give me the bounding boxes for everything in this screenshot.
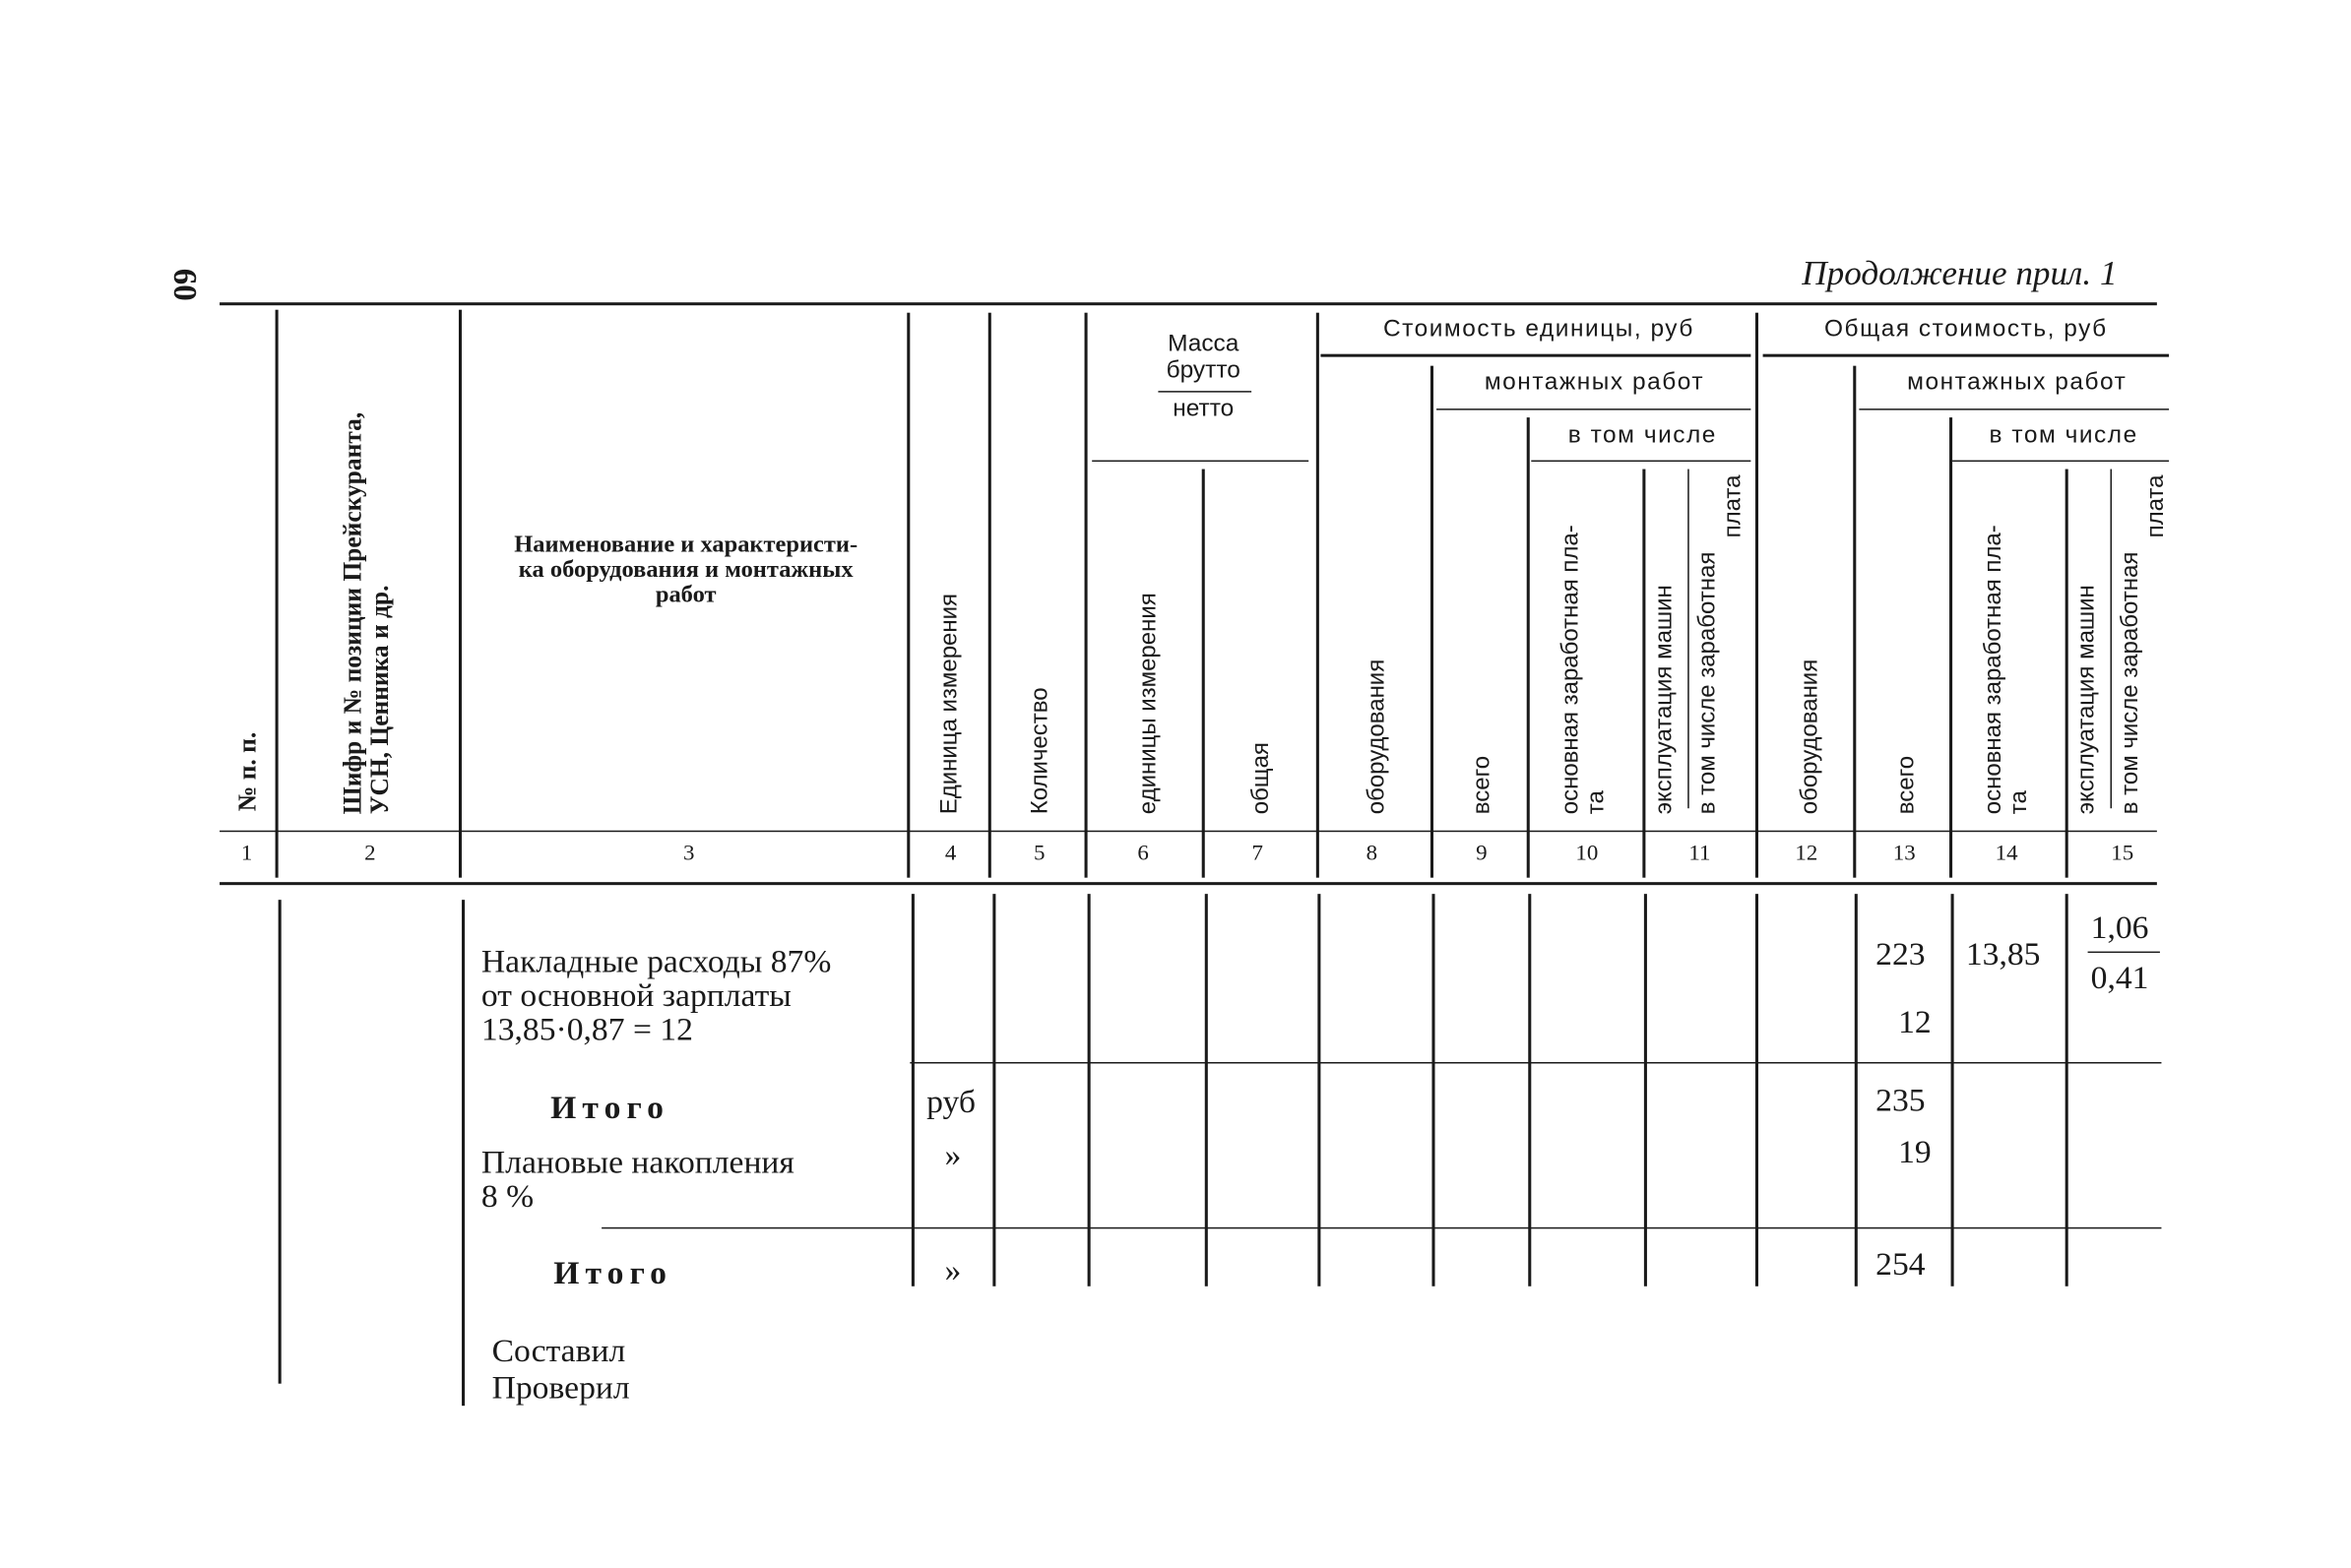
column-number: 11 (1688, 842, 1711, 866)
column-number: 4 (944, 842, 957, 866)
column-number: 12 (1795, 842, 1818, 866)
planned-value: 19 (1898, 1132, 1932, 1170)
column-number: 14 (1995, 842, 2018, 866)
header-total-cost: Общая стоимость, руб (1824, 317, 2108, 343)
column-number: 6 (1137, 842, 1149, 866)
header-unit-base-wage: основная заработная пла- та (1557, 525, 1610, 815)
column-number: 7 (1251, 842, 1263, 866)
header-total-equipment: оборудования (1797, 659, 1823, 815)
column-number: 9 (1476, 842, 1488, 866)
header-unit: Единица измерения (936, 593, 963, 815)
header-unit-incl: в том числе (1567, 423, 1717, 449)
overhead-total-b: 12 (1898, 1003, 1932, 1040)
compiled-by-label: Составил (491, 1332, 626, 1369)
header-unit-cost: Стоимость единицы, руб (1382, 317, 1694, 343)
subtotal-label: Итого (550, 1088, 669, 1126)
header-total-machine-wage: в том числе заработная плата (2118, 474, 2169, 815)
header-price-code: Шифр и № позиции Прейскуранта, УСН, Ценника и др. (338, 411, 395, 815)
header-unit-montazh: монтажных работ (1484, 370, 1705, 396)
column-number: 8 (1366, 842, 1378, 866)
total-label: Итого (553, 1253, 673, 1291)
column-number: 2 (364, 842, 376, 866)
header-quantity: Количество (1027, 687, 1053, 815)
header-total-montazh: монтажных работ (1907, 370, 2128, 396)
header-mass-per-unit: единицы измерения (1135, 593, 1162, 815)
subtotal-unit: руб (926, 1082, 976, 1120)
checked-by-label: Проверил (491, 1368, 630, 1407)
continuation-title: Продолжение прил. 1 (1802, 255, 2118, 292)
overhead-total-a: 223 (1875, 935, 1926, 972)
column-number: 5 (1033, 842, 1046, 866)
column-number: 15 (2111, 842, 2134, 866)
header-name: Наименование и характеристи- ка оборудования и монтажных работ (514, 532, 858, 607)
header-total-machines: эксплуатация машин (2073, 585, 2100, 815)
header-row-number: № п. п. (232, 731, 262, 812)
page-number: 60 (166, 268, 205, 301)
column-number: 1 (240, 842, 253, 866)
header-total-incl: в том числе (1989, 423, 2138, 449)
total-unit: » (944, 1250, 962, 1288)
header-total-base-wage: основная заработная пла- та (1981, 525, 2032, 815)
planned-accumulations: Плановые накопления 8 % (480, 1143, 794, 1215)
overhead-machine-wage: 0,41 (2090, 959, 2149, 996)
header-mass: Масса брутто нетто (1166, 332, 1240, 422)
overhead-description: Накладные расходы 87% от основной зарплаты 13,85·0,87 = 12 (480, 942, 832, 1048)
header-mass-total: общая (1248, 742, 1275, 815)
subtotal-value: 235 (1875, 1081, 1926, 1118)
column-number: 10 (1575, 842, 1599, 866)
planned-unit: » (944, 1135, 962, 1173)
header-total-total: всего (1893, 755, 1920, 815)
header-unit-total: всего (1469, 755, 1495, 815)
header-unit-machines: эксплуатация машин (1651, 585, 1678, 815)
total-value: 254 (1875, 1244, 1926, 1283)
column-number: 3 (683, 842, 695, 866)
overhead-machines: 1,06 (2090, 909, 2149, 946)
overhead-base-wage: 13,85 (1965, 935, 2041, 972)
header-unit-machine-wage: в том числе заработная плата (1694, 474, 1747, 815)
header-unit-equipment: оборудования (1364, 659, 1390, 815)
column-number: 13 (1892, 842, 1916, 866)
